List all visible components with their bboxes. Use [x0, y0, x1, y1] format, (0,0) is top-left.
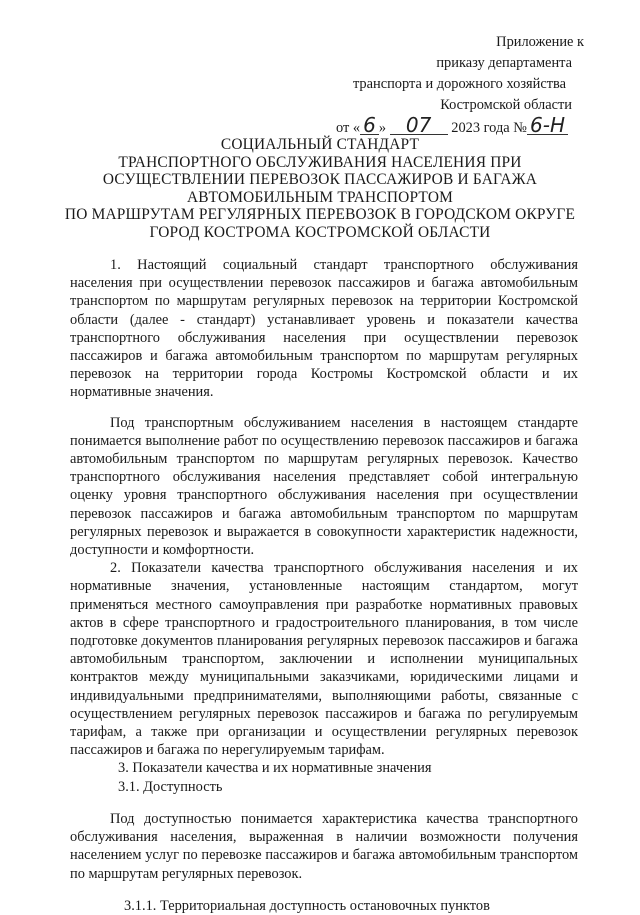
title-line: ТРАНСПОРТНОГО ОБСЛУЖИВАНИЯ НАСЕЛЕНИЯ ПРИ: [118, 153, 522, 171]
attachment-line-3: транспорта и дорожного хозяйства: [352, 76, 566, 92]
date-separator: »: [378, 120, 387, 136]
attachment-header: [336, 32, 586, 139]
document-body: [70, 256, 578, 915]
title-line: СОЦИАЛЬНЫЙ СТАНДАРТ: [220, 136, 420, 153]
date-prefix: от «: [336, 120, 361, 136]
handwritten-month: 07: [390, 116, 448, 135]
paragraph-accessibility-definition: Под доступностью понимается характеристика качества транспортного обслуживания населения, выраженная в наличии возможности получения населением услуг по перевозке пассажиров и багажа автомобильным транспортом по маршрутам регулярных перевозок.: [70, 810, 578, 882]
handwritten-order-number: 6-Н: [527, 116, 568, 135]
title-line: ПО МАРШРУТАМ РЕГУЛЯРНЫХ ПЕРЕВОЗОК В ГОРОДСКОМ ОКРУГЕ: [64, 206, 576, 224]
handwritten-day: 6: [360, 116, 379, 135]
title-line: АВТОМОБИЛЬНЫМ ТРАНСПОРТОМ: [186, 188, 454, 206]
attachment-line-2: приказу департамента: [436, 55, 572, 71]
paragraph-2: 2. Показатели качества транспортного обслуживания населения и их нормативные значения, установленные настоящим стандартом, могут применяться местного самоуправления при разработке нормативных правовых актов в сфере транспортного и градостроительного планирования, в том числе подготовке документов планирования регулярных перевозок пассажиров и багажа автомобильным транспортом, заключении и исполнении муниципальных контрактов между муниципальными заказчиками, юридическими лицами и индивидуальными предпринимателями, выполняющими работы, связанные с осуществлением регулярных перевозок пассажиров и багажа по регулируемым тарифам, а также при организации и осуществлении регулярных перевозок пассажиров и багажа по нерегулируемым тарифам.: [70, 560, 578, 759]
title-line: ОСУЩЕСТВЛЕНИИ ПЕРЕВОЗОК ПАССАЖИРОВ И БАГАЖА: [102, 171, 538, 189]
attachment-line-4: Костромской области: [440, 97, 572, 113]
title-line: ГОРОД КОСТРОМА КОСТРОМСКОЙ ОБЛАСТИ: [149, 223, 491, 241]
attachment-line-1: Приложение к: [496, 34, 584, 50]
section-3-1-1-heading: 3.1.1. Территориальная доступность остановочных пунктов: [124, 897, 490, 914]
paragraph-transport-service-definition: Под транспортным обслуживанием населения в настоящем стандарте понимается выполнение работ по осуществлению перевозок пассажиров и багажа автомобильным транспортом по маршрутам регулярных перевозок. Качество транспортного обслуживания населения представляет собой интегральную оценку уровня транспортного обслуживания населения при осуществлении перевозок пассажиров и багажа автомобильным транспортом по маршрутам регулярных перевозок и выражается в совокупности характеристик надежности, доступности и комфортности.: [70, 414, 578, 559]
section-3-heading: 3. Показатели качества и их нормативные значения: [118, 760, 432, 777]
paragraph-1: 1. Настоящий социальный стандарт транспортного обслуживания населения при осуществлении перевозок пассажиров и багажа автомобильным транспортом по маршрутам регулярных перевозок на территории Костромской области (далее - стандарт) устанавливает уровень и показатели качества транспортного обслуживания населения при осуществлении перевозок пассажиров и багажа автомобильным транспортом по маршрутам регулярных перевозок на территории города Костромы Костромской области и их нормативные значения.: [70, 257, 578, 401]
year-text: 2023 года №: [451, 120, 527, 136]
section-3-1-heading: 3.1. Доступность: [118, 778, 223, 795]
document-title: [60, 136, 580, 242]
